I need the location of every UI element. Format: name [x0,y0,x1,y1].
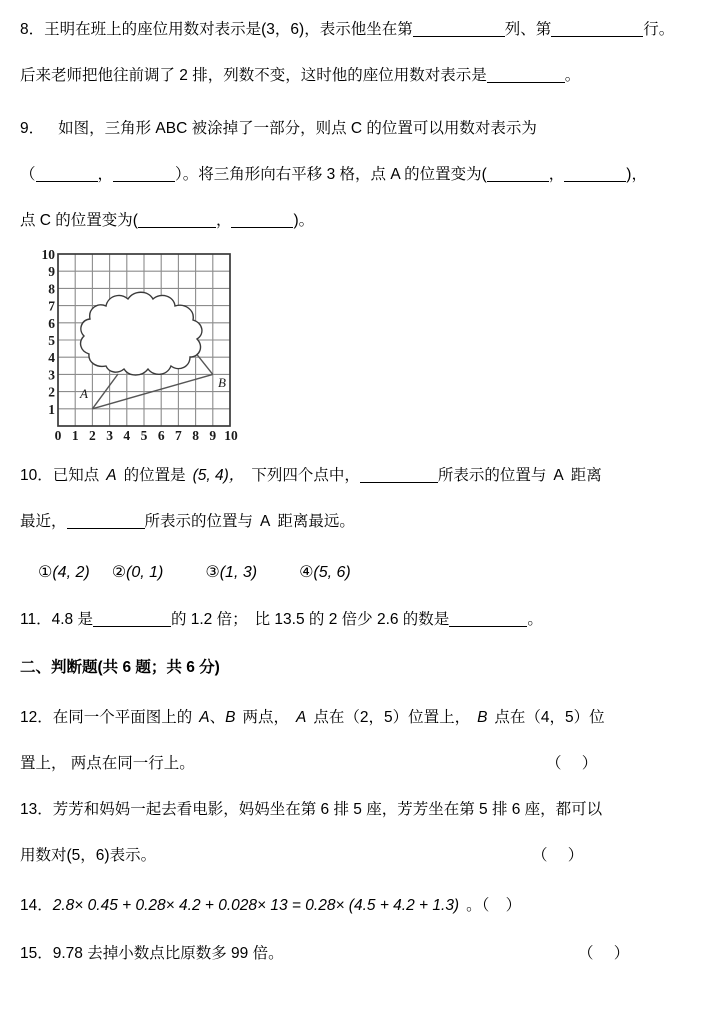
q10-number: 10． [20,467,53,484]
q13-number: 13． [20,801,53,818]
question-11 [20,610,710,630]
question-8-line-2 [20,66,710,86]
q8-text-3: 行。 [643,21,675,38]
question-12-line-1 [20,708,710,728]
question-8-line-1 [20,20,710,40]
q9-text-1: 如图，三角形 ABC 被涂掉了一部分，则点 C 的位置可以用数对表示为 [58,120,537,137]
q10-text-8: 距离最远。 [277,513,355,530]
question-13-line-1 [20,800,710,820]
q9-text-2: ）。将三角形向右平移 3 格，点 A 的位置变为( [175,166,487,183]
q9-blank-2[interactable] [113,166,175,182]
q10-text-5: 距离 [570,467,602,484]
y-tick: 2 [48,384,55,400]
y-tick: 9 [48,264,55,280]
q12-text-5: 点在（4，5）位 [494,709,605,726]
question-9-line-3 [20,211,710,231]
q10-option-4[interactable]: ④(5, 6) [299,564,351,581]
y-tick: 1 [48,401,55,417]
q15-answer-bracket[interactable]: （ ） [578,945,638,962]
q13-text-2: 用数对(5，6)表示。 [20,847,157,864]
q8-line2-text-1: 后来老师把他往前调了 2 排，列数不变，这时他的座位用数对表示是 [20,67,487,84]
grid-svg [20,246,264,442]
y-tick: 10 [41,247,55,262]
q11-text-2: 的 1.2 倍； [170,611,248,628]
x-tick: 1 [71,428,79,442]
y-tick: 8 [48,281,55,297]
q12-text-6: 置上， 两点在同一行上。 [20,755,195,772]
q9-text-5: )。 [293,212,315,229]
q9-blank-3[interactable] [487,166,549,182]
q12-text-1: 在同一个平面图上的 [52,709,193,726]
cloud-erased-region [81,292,202,375]
q11-text-1: 4.8 是 [51,611,93,628]
y-axis-labels [42,247,56,417]
q15-text: 9.78 去掉小数点比原数多 99 倍。 [52,945,284,962]
q12-answer-bracket[interactable]: （ ） [546,755,606,772]
q12-number: 12． [20,709,53,726]
q13-answer-bracket[interactable]: （ ） [532,847,592,864]
x-tick: 2 [89,428,96,442]
q9-paren-open: （ [20,166,36,183]
q10-text-2: 的位置是 [123,467,186,484]
q11-blank-1[interactable] [93,611,171,627]
question-10-options [38,563,710,583]
x-axis-labels [55,428,238,442]
q9-blank-5[interactable] [138,212,216,228]
section-2-heading: 二、判断题(共 6 题；共 6 分) [20,659,220,676]
q14-tail: 。 [466,897,482,914]
q8-blank-1[interactable] [413,21,505,37]
x-tick: 0 [54,428,62,442]
q10-a-2: A [553,467,564,484]
x-tick: 10 [224,428,238,442]
q13-text-1: 芳芳和妈妈一起去看电影，妈妈坐在第 6 排 5 座，芳芳坐在第 5 排 6 座，都可以 [52,801,603,818]
q9-blank-1[interactable] [36,166,98,182]
q10-option-1[interactable]: ①(4, 2) [38,564,90,581]
q9-text-4: 点 C 的位置变为( [20,212,138,229]
q8-text-2: 列、第 [504,21,552,38]
q10-a-3: A [260,513,271,530]
q10-text-3: 下列四个点中， [251,467,360,484]
q10-coord: (5, 4)， [192,467,245,484]
q8-number: 8． [20,21,45,38]
q9-comma-1: ， [97,166,114,183]
question-9-line-2 [20,165,710,185]
q12-point-b2: B [477,709,488,726]
point-b-label: B [218,375,226,390]
q9-text-3: )， [626,166,647,183]
q12-point-a: A [199,709,210,726]
question-13-line-2 [20,846,710,866]
q8-line2-text-2: 。 [564,67,581,84]
q10-point-label: A [106,467,117,484]
question-12-line-2 [20,754,710,774]
question-14 [20,896,710,916]
question-10-line-2 [20,512,710,532]
q14-answer-bracket[interactable]: （ ） [481,897,528,914]
q14-number: 14． [20,897,53,914]
q10-text-4: 所表示的位置与 [437,467,547,484]
y-tick: 5 [48,333,55,348]
q10-option-2[interactable]: ②(0, 1) [111,564,164,581]
q8-blank-2[interactable] [551,21,643,37]
q11-blank-2[interactable] [449,611,527,627]
question-10-line-1 [20,466,710,486]
q9-blank-6[interactable] [231,212,293,228]
q9-number: 9． [20,120,45,137]
x-tick: 3 [106,428,113,442]
q9-blank-4[interactable] [564,166,626,182]
q10-text-7: 所表示的位置与 [144,513,254,530]
q9-comma-2: ， [548,166,565,183]
q11-text-3: 比 13.5 的 2 倍少 2.6 的数是 [254,611,450,628]
q12-point-b: B [225,709,236,726]
y-tick: 6 [48,315,55,331]
x-tick: 4 [123,428,131,442]
q12-text-4: 点在（2，5）位置上， [313,709,471,726]
y-tick: 3 [48,367,55,383]
question-9-line-1 [20,119,710,139]
q12-point-a2: A [295,709,307,726]
x-tick: 6 [157,428,165,442]
x-tick: 8 [192,428,199,442]
q10-option-3[interactable]: ③(1, 3) [205,564,258,581]
point-a-label: A [80,386,88,401]
q15-number: 15． [20,945,53,962]
y-tick: 7 [48,298,55,314]
q9-comma-3: ， [215,212,232,229]
q8-blank-3[interactable] [487,67,565,83]
q10-blank-2[interactable] [67,513,145,529]
q10-text-1: 已知点 [52,467,100,484]
x-tick: 9 [209,428,217,442]
q10-text-6: 最近， [20,513,67,530]
q11-number: 11． [20,611,52,628]
q8-text-1: 王明在班上的座位用数对表示是(3，6)，表示他坐在第 [44,21,413,38]
q11-text-4: 。 [527,611,543,628]
q12-text-3: 两点， [242,709,289,726]
x-tick: 7 [175,428,182,442]
y-tick: 4 [48,350,55,366]
coordinate-grid-figure [20,246,264,442]
q10-blank-1[interactable] [360,467,438,483]
q14-expression: 2.8× 0.45 + 0.28× 4.2 + 0.028× 13 = 0.28× (4.5 + 4.2 + 1.3) [52,897,460,914]
q12-text-2: 、 [209,709,226,726]
x-tick: 5 [140,428,148,442]
